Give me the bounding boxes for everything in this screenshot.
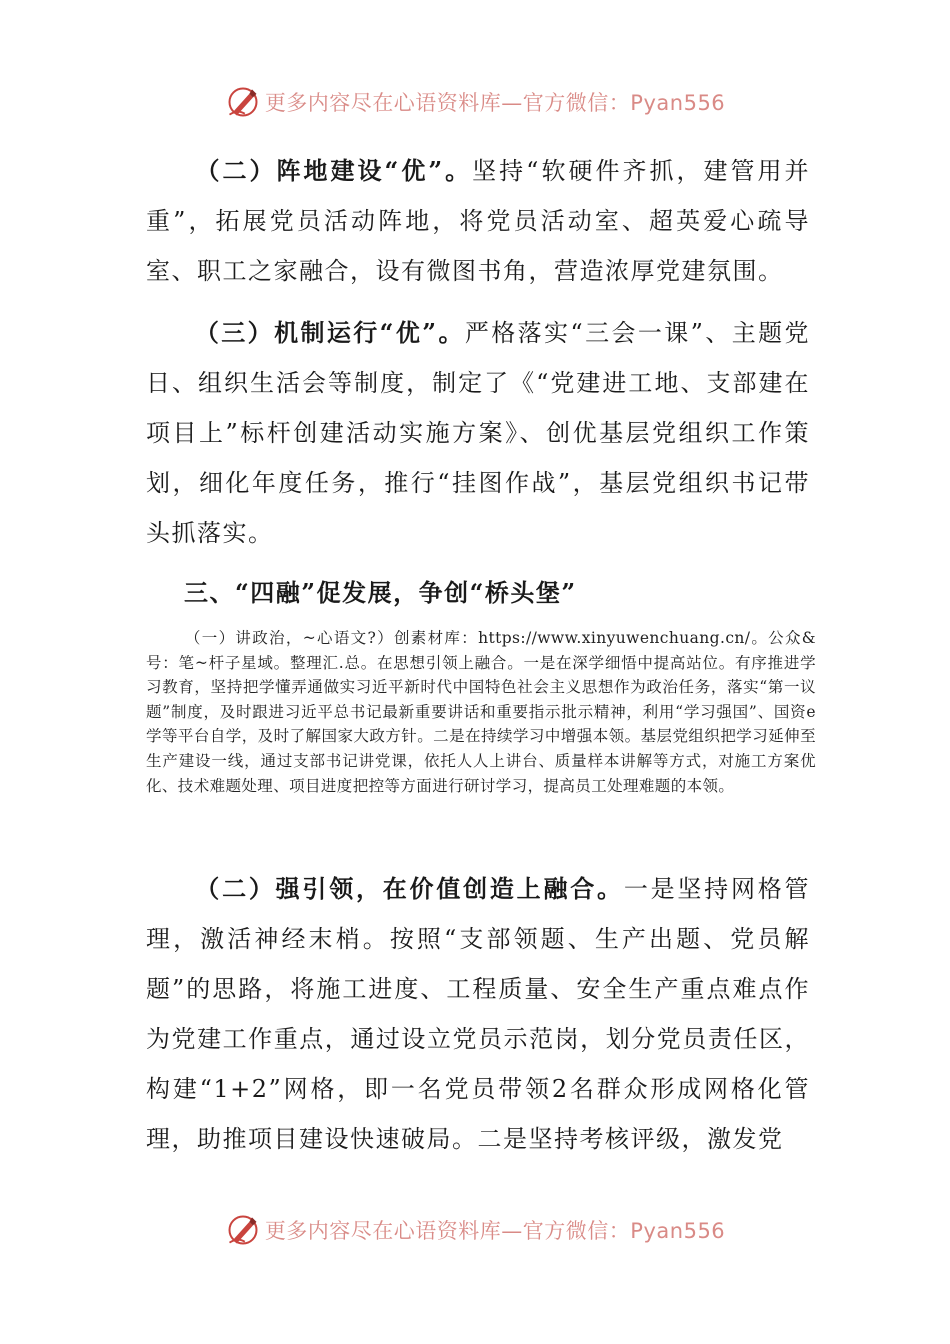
small-print-text: （一）讲政治，~心语文?）创素材库：https://www.xinyuwenchuang.cn/。公众&号：笔~杆子星域。整理汇.总。在思想引领上融合。一是在深学细悟中提高站位。有序推进学习教育，坚持把学懂弄通做实习近平新时代中国特色社会主义思想作为政治任务，落实“第一议题”制度，及时跟进习近平总书记最新重要讲话和重要指示批示精神，利用“学习强国”、国资e学等平台自学，及时了解国家大政方针。二是在持续学习中增强本领。基层党组织把学习延伸至生产建设一线，通过支部书记讲党课，依托人人上讲台、质量样本讲解等方式，对施工方案优化、技术难题处理、项目进度把控等方面进行研讨学习，提高员工处理难题的本领。 xyxy=(146,629,816,795)
watermark-text: 更多内容尽在心语资料库—官方微信：Pyan556 xyxy=(264,91,726,115)
pen-logo-icon xyxy=(225,1212,261,1248)
header-watermark xyxy=(0,82,950,122)
paragraph-body: 严格落实“三会一课”、主题党日、组织生活会等制度，制定了《“党建进工地、支部建在项目上”标杆创建活动实施方案》、创优基层党组织工作策划，细化年度任务，推行“挂图作战”，基层党组织书记带头抓落实。 xyxy=(146,319,811,547)
paragraph-mechanism xyxy=(146,308,810,558)
paragraph-lead: （三）机制运行“优”。 xyxy=(194,318,465,347)
pen-logo-icon xyxy=(225,84,261,120)
paragraph-body: 坚持“软硬件齐抓，建管用并重”，拓展党员活动阵地，将党员活动室、超英爱心疏导室、职工之家融合，设有微图书角，营造浓厚党建氛围。 xyxy=(146,157,810,285)
section-heading: 三、“四融”促发展，争创“桥头堡” xyxy=(184,578,577,607)
footer-watermark xyxy=(0,1210,950,1250)
paragraph-value-creation xyxy=(146,864,810,1164)
paragraph-small-print xyxy=(146,626,816,798)
paragraph-body: 一是坚持网格管理，激活神经末梢。按照“支部领题、生产出题、党员解题”的思路，将施工进度、工程质量、安全生产重点难点作为党建工作重点，通过设立党员示范岗，划分党员责任区，构建“1+2”网格，即一名党员带领2名群众形成网格化管理，助推项目建设快速破局。二是坚持考核评级，激发党 xyxy=(146,875,811,1153)
paragraph-lead: （二）强引领，在价值创造上融合。 xyxy=(194,874,624,903)
watermark-text: 更多内容尽在心语资料库—官方微信：Pyan556 xyxy=(264,1219,726,1243)
paragraph-position-building xyxy=(146,146,810,296)
paragraph-lead: （二）阵地建设“优”。 xyxy=(194,156,473,185)
